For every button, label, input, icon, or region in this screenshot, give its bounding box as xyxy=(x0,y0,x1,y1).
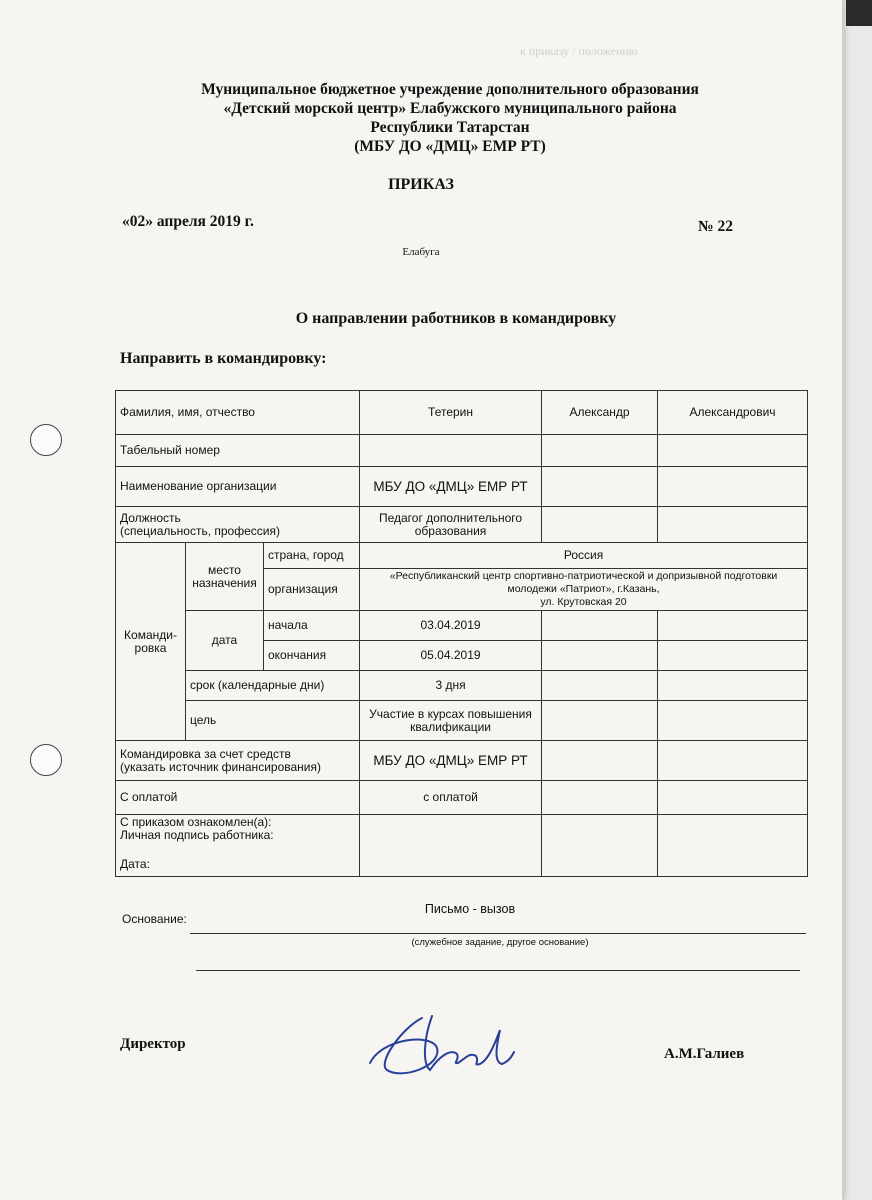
funding-value: МБУ ДО «ДМЦ» ЕМР РТ xyxy=(360,741,542,781)
start-value: 03.04.2019 xyxy=(360,611,542,641)
date-label: дата xyxy=(186,611,264,671)
ack-label-line-1: С приказом ознакомлен(а): xyxy=(120,815,272,829)
faint-top-text: к приказу / положению xyxy=(520,44,638,58)
ack-label-line-3: Дата: xyxy=(120,857,150,871)
post-value: Педагог дополнительного образования xyxy=(360,507,542,543)
table-row xyxy=(116,435,808,467)
acknowledgement-cell xyxy=(116,815,360,877)
country-value: Россия xyxy=(360,543,808,569)
name-cell: Александр xyxy=(542,391,658,435)
order-date: «02» апреля 2019 г. xyxy=(122,213,254,230)
organization-value xyxy=(360,569,808,611)
table-row xyxy=(116,671,808,701)
post-label-line-1: Должность xyxy=(120,510,181,525)
order-city: Елабуга xyxy=(402,246,440,258)
order-intro: Направить в командировку: xyxy=(120,350,327,367)
order-title: О направлении работников в командировку xyxy=(295,310,617,327)
table-row xyxy=(116,781,808,815)
punch-hole-bottom xyxy=(30,744,62,776)
end-label: окончания xyxy=(264,641,360,671)
post-label xyxy=(116,507,360,543)
basis-hint: (служебное задание, другое основание) xyxy=(411,937,589,948)
funding-label-line-2: (указать источник финансирования) xyxy=(120,759,321,774)
basis-label: Основание: xyxy=(122,912,187,926)
basis-value: Письмо - вызов xyxy=(424,902,516,916)
scan-edge xyxy=(846,0,872,26)
table-row xyxy=(116,391,808,435)
term-label: срок (календарные дни) xyxy=(186,671,360,701)
fio-label: Фамилия, имя, отчество xyxy=(116,391,360,435)
patronymic-cell: Александрович xyxy=(658,391,808,435)
organization-value-line-2: ул. Крутовская 20 xyxy=(540,596,627,608)
tab-number-label: Табельный номер xyxy=(116,435,360,467)
funding-label xyxy=(116,741,360,781)
org-name-line-2: «Детский морской центр» Елабужского муниципального района xyxy=(223,100,677,117)
post-label-line-2: (специальность, профессия) xyxy=(120,523,280,538)
destination-label: место назначения xyxy=(186,543,264,611)
payment-label: С оплатой xyxy=(116,781,360,815)
goal-value: Участие в курсах повышения квалификации xyxy=(360,701,542,741)
signature-stroke xyxy=(370,1016,514,1073)
director-label: Директор xyxy=(120,1036,186,1052)
table-row xyxy=(116,741,808,781)
table-row xyxy=(116,543,808,569)
trip-label: Команди-ровка xyxy=(116,543,186,741)
end-value: 05.04.2019 xyxy=(360,641,542,671)
country-label: страна, город xyxy=(264,543,360,569)
basis-underline-2 xyxy=(196,970,800,971)
trip-table xyxy=(115,390,808,877)
table-row xyxy=(116,815,808,877)
table-row xyxy=(116,611,808,641)
doc-type-title: ПРИКАЗ xyxy=(388,176,454,193)
goal-label: цель xyxy=(186,701,360,741)
org-label: Наименование организации xyxy=(116,467,360,507)
funding-label-line-1: Командировка за счет средств xyxy=(120,746,291,761)
basis-underline xyxy=(190,933,806,934)
surname-cell: Тетерин xyxy=(360,391,542,435)
org-name-line-1: Муниципальное бюджетное учреждение дополнительного образования xyxy=(201,81,699,98)
term-value: 3 дня xyxy=(360,671,542,701)
org-name-line-3: Республики Татарстан xyxy=(370,119,530,136)
org-value: МБУ ДО «ДМЦ» ЕМР РТ xyxy=(360,467,542,507)
organization-value-line-1: «Республиканский центр спортивно-патриотической и допризывной подготовки молодежи «Патриот», г.Казань, xyxy=(389,570,778,595)
organization-label: организация xyxy=(264,569,360,611)
director-name: А.М.Галиев xyxy=(664,1046,745,1062)
director-signature xyxy=(362,1008,522,1088)
payment-value: с оплатой xyxy=(360,781,542,815)
table-row xyxy=(116,467,808,507)
table-row xyxy=(116,507,808,543)
order-number: № 22 xyxy=(698,218,733,235)
table-row xyxy=(116,701,808,741)
start-label: начала xyxy=(264,611,360,641)
punch-hole-top xyxy=(30,424,62,456)
org-name-line-4: (МБУ ДО «ДМЦ» ЕМР РТ) xyxy=(354,138,546,155)
ack-label-line-2: Личная подпись работника: xyxy=(120,828,274,842)
